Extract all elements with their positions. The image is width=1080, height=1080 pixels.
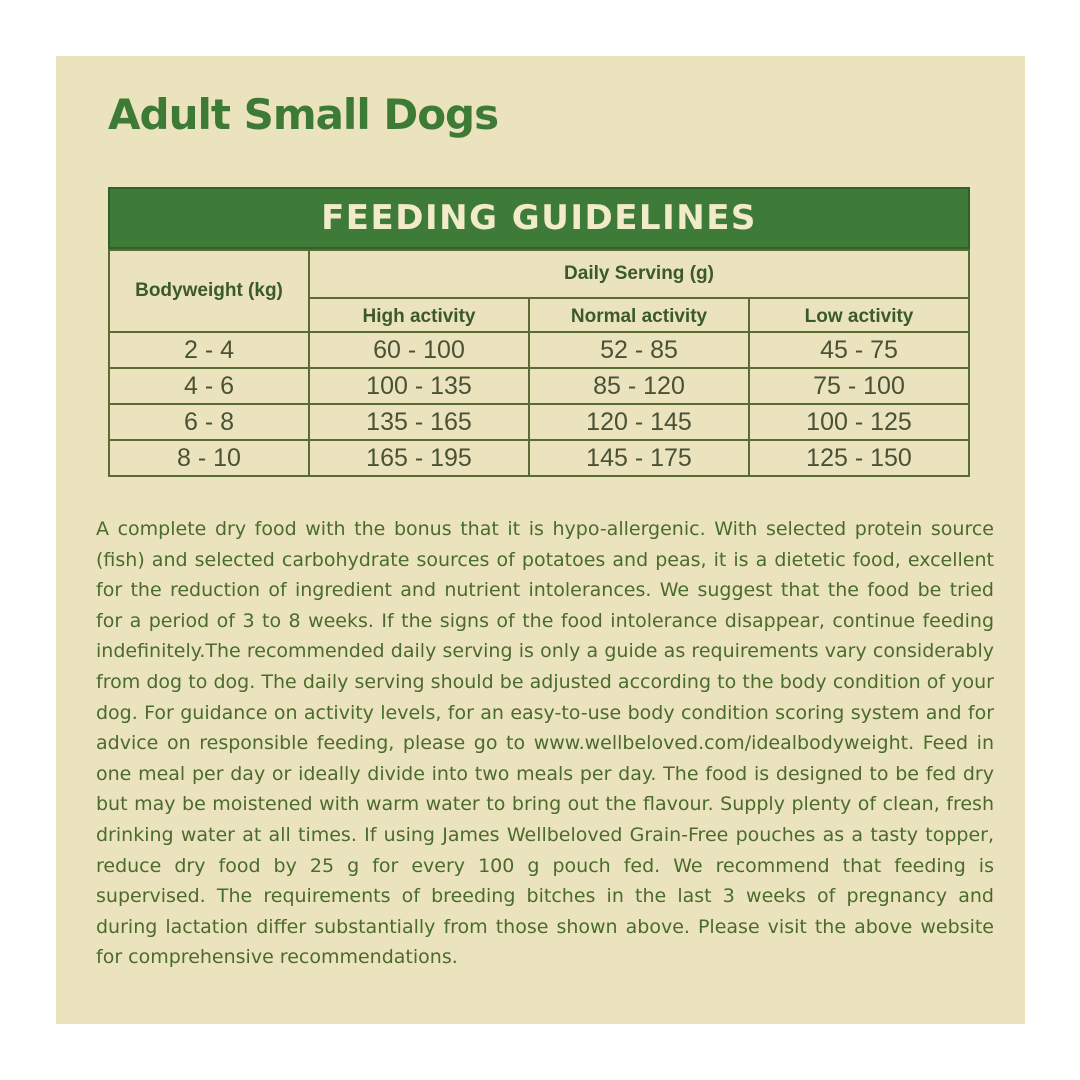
table-row (109, 404, 969, 440)
high-activity-cell: 135 - 165 (309, 404, 529, 440)
bodyweight-header: Bodyweight (kg) (109, 250, 309, 332)
low-activity-cell: 125 - 150 (749, 440, 969, 476)
bodyweight-cell: 4 - 6 (109, 368, 309, 404)
normal-activity-cell: 52 - 85 (529, 332, 749, 368)
table-row (109, 440, 969, 476)
page-title: Adult Small Dogs (108, 90, 499, 139)
low-activity-cell: 100 - 125 (749, 404, 969, 440)
normal-activity-header: Normal activity (529, 298, 749, 332)
feeding-table (108, 249, 970, 477)
low-activity-cell: 75 - 100 (749, 368, 969, 404)
high-activity-cell: 165 - 195 (309, 440, 529, 476)
product-info-panel (56, 56, 1025, 1024)
high-activity-header: High activity (309, 298, 529, 332)
high-activity-cell: 60 - 100 (309, 332, 529, 368)
high-activity-cell: 100 - 135 (309, 368, 529, 404)
table-row (109, 332, 969, 368)
product-description: A complete dry food with the bonus that it is hypo-allergenic. With selected protein source (fish) and selected carbohydrate sources of potatoes and peas, it is a dietetic food, excellent for the reduction of ingredient and nutrient intolerances. We suggest that the food be tried for a period of 3 to 8 weeks. If the signs of the food intolerance disappear, continue feeding indefinitely.The recommended daily serving is only a guide as requirements vary considerably from dog to dog. The daily serving should be adjusted according to the body condition of your dog. For guidance on activity levels, for an easy-to-use body condition scoring system and for advice on responsible feeding, please go to www.wellbeloved.com/idealbodyweight. Feed in one meal per day or ideally divide into two meals per day. The food is designed to be fed dry but may be moistened with warm water to bring out the flavour. Supply plenty of clean, fresh drinking water at all times. If using James Wellbeloved Grain-Free pouches as a tasty topper, reduce dry food by 25 g for every 100 g pouch fed. We recommend that feeding is supervised. The requirements of breeding bitches in the last 3 weeks of pregnancy and during lactation differ substantially from those shown above. Please visit the above website for comprehensive recommendations. (96, 518, 994, 969)
normal-activity-cell: 145 - 175 (529, 440, 749, 476)
daily-serving-header: Daily Serving (g) (309, 250, 969, 298)
normal-activity-cell: 120 - 145 (529, 404, 749, 440)
bodyweight-cell: 6 - 8 (109, 404, 309, 440)
bodyweight-cell: 2 - 4 (109, 332, 309, 368)
table-row (109, 368, 969, 404)
bodyweight-cell: 8 - 10 (109, 440, 309, 476)
low-activity-cell: 45 - 75 (749, 332, 969, 368)
normal-activity-cell: 85 - 120 (529, 368, 749, 404)
feeding-guidelines-table (108, 187, 970, 477)
low-activity-header: Low activity (749, 298, 969, 332)
feeding-guidelines-banner: FEEDING GUIDELINES (108, 187, 970, 249)
